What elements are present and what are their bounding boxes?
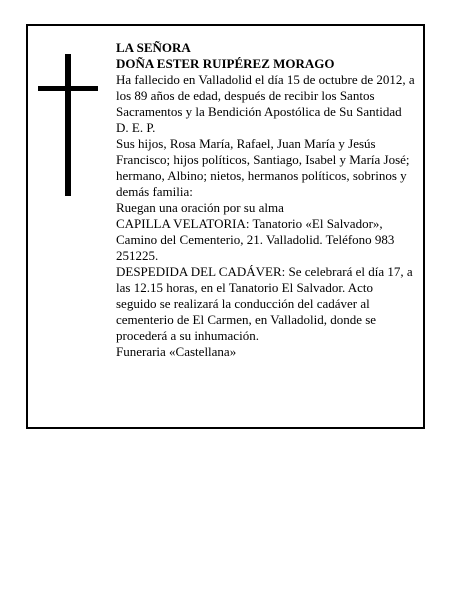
paragraph-farewell: DESPEDIDA DEL CADÁVER: Se celebrará el día 17, a las 12.15 horas, en el Tanatorio El Salvador. Acto seguido se realizará la conducción del cadáver al cementerio de El Carmen, en Valladolid, donde se procederá a su inhumación.: [116, 264, 413, 343]
cross-horizontal-bar: [38, 86, 98, 91]
notice-title-line2: DOÑA ESTER RUIPÉREZ MORAGO: [116, 56, 335, 71]
notice-text: [116, 40, 416, 360]
cross-icon: [38, 54, 98, 196]
paragraph-family: Sus hijos, Rosa María, Rafael, Juan María y Jesús Francisco; hijos políticos, Santiago, Isabel y María José; hermano, Albino; nietos, hermanos políticos, sobrinos y demás familia:: [116, 136, 410, 199]
cross-vertical-bar: [65, 54, 71, 196]
obituary-notice: [26, 24, 425, 429]
paragraph-wake: CAPILLA VELATORIA: Tanatorio «El Salvador», Camino del Cementerio, 21. Valladolid. Teléfono 983 251225.: [116, 216, 395, 263]
paragraph-death: Ha fallecido en Valladolid el día 15 de octubre de 2012, a los 89 años de edad, después de recibir los Santos Sacramentos y la Bendición Apostólica de Su Santidad D. E. P.: [116, 72, 415, 135]
notice-title-line1: LA SEÑORA: [116, 40, 191, 55]
paragraph-funeral-home: Funeraria «Castellana»: [116, 344, 237, 359]
paragraph-prayer: Ruegan una oración por su alma: [116, 200, 284, 215]
